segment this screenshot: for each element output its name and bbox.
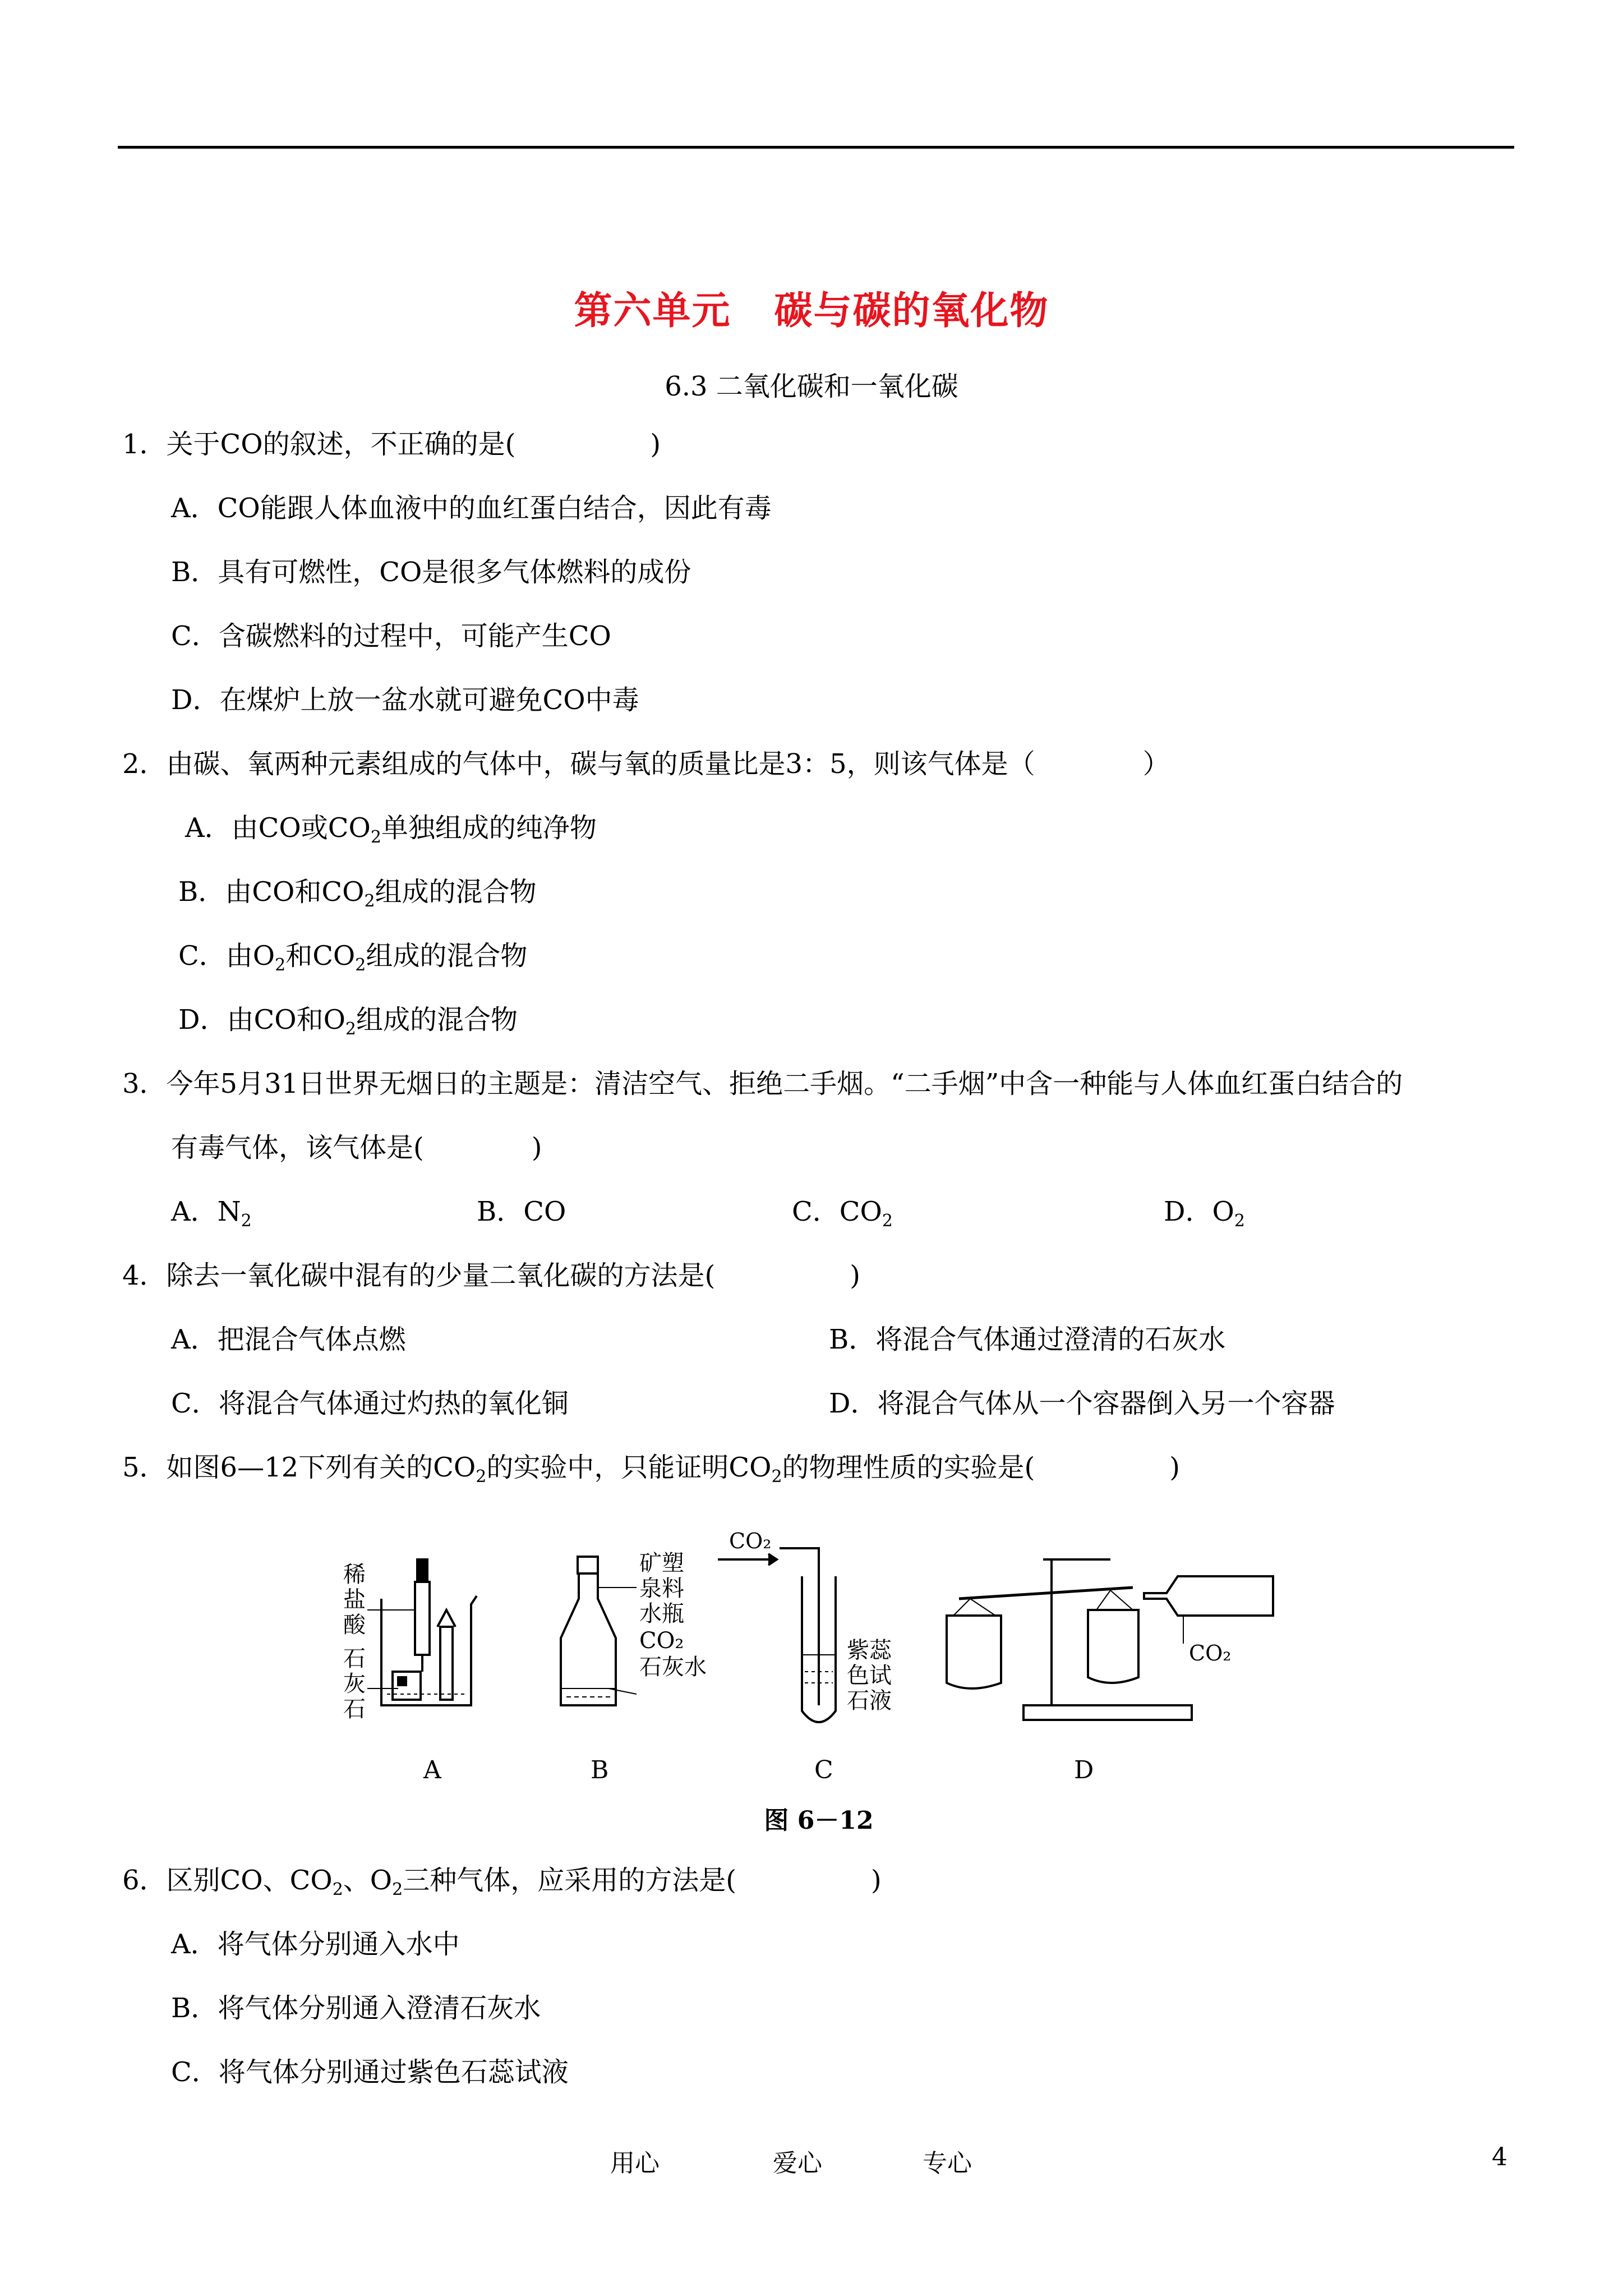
b-label-5: 石灰水 bbox=[639, 1654, 707, 1680]
b-label-1: 矿塑 bbox=[639, 1550, 684, 1576]
figure-caption: 图 6－12 bbox=[764, 1806, 874, 1835]
section-subtitle: 6.3 二氧化碳和一氧化碳 bbox=[665, 371, 958, 402]
q6-option-c: C．将气体分别通过紫色石蕊试液 bbox=[171, 2056, 569, 2088]
footer-middle: 爱心 bbox=[773, 2149, 822, 2178]
a-label-5: 灰 bbox=[343, 1671, 366, 1697]
q6-option-a: A．将气体分别通入水中 bbox=[171, 1929, 460, 1960]
a-label-2: 盐 bbox=[343, 1587, 366, 1613]
page-title: 第六单元 碳与碳的氧化物 bbox=[574, 288, 1049, 333]
q4-stem: 4．除去一氧化碳中混有的少量二氧化碳的方法是( ) bbox=[122, 1260, 860, 1291]
header-rule bbox=[118, 146, 1514, 149]
b-label-4: CO₂ bbox=[639, 1628, 684, 1654]
q3-option-b: B．CO bbox=[477, 1196, 566, 1227]
q3-stem-cont: 有毒气体，该气体是( ) bbox=[171, 1132, 542, 1163]
c-label-2: 色试 bbox=[847, 1663, 892, 1688]
q4-option-c: C．将混合气体通过灼热的氧化铜 bbox=[171, 1388, 569, 1419]
panel-label-d: D bbox=[1074, 1756, 1094, 1784]
q1-stem: 1．关于CO的叙述，不正确的是( ) bbox=[122, 429, 661, 460]
q1-option-b: B．具有可燃性，CO是很多气体燃料的成份 bbox=[171, 556, 691, 588]
a-label-1: 稀 bbox=[343, 1562, 366, 1588]
panel-label-a: A bbox=[423, 1756, 441, 1784]
footer-left: 用心 bbox=[610, 2149, 660, 2178]
q2-option-c: C．由$O_2$和$CO_2$组成的混合物 bbox=[178, 940, 528, 975]
q2-option-a: A．由CO或$CO_2$单独组成的纯净物 bbox=[185, 812, 597, 847]
q3-stem: 3．今年5月31日世界无烟日的主题是：清洁空气、拒绝二手烟。“二手烟”中含一种能与人体血红蛋白结合的 bbox=[122, 1068, 1403, 1099]
q4-option-a: A．把混合气体点燃 bbox=[171, 1324, 406, 1355]
q6-option-b: B．将气体分别通入澄清石灰水 bbox=[171, 1993, 541, 2024]
q5-stem: 5．如图6—12下列有关的$CO_2$的实验中，只能证明$CO_2$的物理性质的实验是( ) bbox=[122, 1452, 1180, 1487]
q3-option-d: D．$O_2$ bbox=[1164, 1196, 1245, 1231]
a-label-6: 石 bbox=[343, 1696, 366, 1722]
panel-a-apparatus bbox=[343, 1559, 477, 1784]
panel-c-apparatus bbox=[718, 1529, 892, 1784]
q2-option-b: B．由CO和$CO_2$组成的混合物 bbox=[178, 876, 537, 911]
q2-stem: 2．由碳、氧两种元素组成的气体中，碳与氧的质量比是3：5，则该气体是（ ） bbox=[122, 748, 1170, 780]
b-label-3: 水瓶 bbox=[639, 1601, 684, 1627]
q3-option-a: A．$N_2$ bbox=[171, 1196, 252, 1231]
footer-right: 专心 bbox=[923, 2149, 972, 2178]
figure-6-12 bbox=[325, 1526, 1312, 1851]
c-label-3: 石液 bbox=[847, 1688, 892, 1714]
page-number: 4 bbox=[1492, 2143, 1507, 2171]
a-label-4: 石 bbox=[343, 1646, 366, 1672]
q6-stem: 6．区别CO、$CO_2$、$O_2$三种气体，应采用的方法是( ) bbox=[122, 1865, 882, 1899]
q1-option-c: C．含碳燃料的过程中，可能产生CO bbox=[171, 620, 611, 652]
panel-b-apparatus bbox=[561, 1550, 707, 1784]
q4-option-b: B．将混合气体通过澄清的石灰水 bbox=[829, 1324, 1226, 1355]
panel-label-b: B bbox=[591, 1756, 609, 1784]
q1-option-d: D．在煤炉上放一盆水就可避免CO中毒 bbox=[171, 684, 639, 716]
b-label-2: 泉料 bbox=[639, 1576, 684, 1602]
q4-option-d: D．将混合气体从一个容器倒入另一个容器 bbox=[829, 1388, 1335, 1419]
panel-label-c: C bbox=[814, 1756, 833, 1784]
q1-option-a: A．CO能跟人体血液中的血红蛋白结合，因此有毒 bbox=[171, 493, 772, 524]
d-co2-label: CO₂ bbox=[1189, 1641, 1232, 1665]
c-co2-label: CO₂ bbox=[729, 1529, 772, 1553]
c-label-1: 紫蕊 bbox=[847, 1637, 892, 1663]
q2-option-d: D．由CO和$O_2$组成的混合物 bbox=[178, 1004, 518, 1039]
q3-option-c: C．$CO_2$ bbox=[792, 1196, 893, 1231]
panel-d-apparatus bbox=[947, 1559, 1273, 1784]
a-label-3: 酸 bbox=[343, 1612, 366, 1638]
